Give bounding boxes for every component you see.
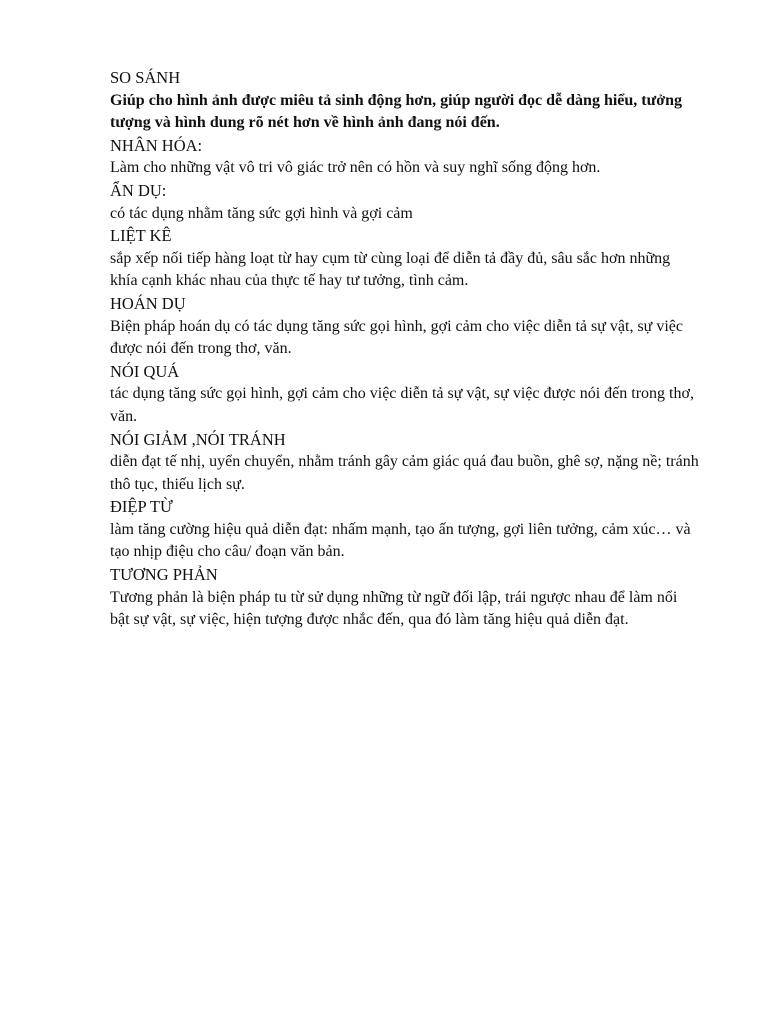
section-body: Biện pháp hoán dụ có tác dụng tăng sức gọi hình, gợi cảm cho việc diễn tả sự vật, sự việc được nói đến trong thơ, văn.: [110, 317, 683, 358]
document-page: [110, 67, 700, 632]
section-nhan-hoa: [110, 135, 700, 180]
section-heading: HOÁN DỤ: [110, 293, 186, 313]
section-noi-qua: [110, 361, 700, 429]
section-liet-ke: [110, 225, 700, 293]
section-an-du: [110, 180, 700, 225]
section-body: có tác dụng nhằm tăng sức gợi hình và gợi cảm: [110, 204, 413, 222]
section-so-sanh: [110, 67, 700, 135]
section-body: diễn đạt tế nhị, uyển chuyển, nhằm tránh gây cảm giác quá đau buồn, ghê sợ, nặng nề; tránh thô tục, thiếu lịch sự.: [110, 453, 699, 493]
section-heading: TƯƠNG PHẢN: [110, 565, 218, 585]
section-body: Tương phản là biện pháp tu từ sử dụng những từ ngữ đối lập, trái ngược nhau để làm nổi bật sự vật, sự việc, hiện tượng được nhắc đến, qua đó làm tăng hiệu quả diễn đạt.: [110, 588, 678, 629]
section-body: làm tăng cường hiệu quả diễn đạt: nhấm mạnh, tạo ấn tượng, gợi liên tưởng, cảm xúc… và tạo nhịp điệu cho câu/ đoạn văn bản.: [110, 520, 691, 561]
section-body: Giúp cho hình ảnh được miêu tả sinh động hơn, giúp người đọc dễ dàng hiểu, tưởng tượng và hình dung rõ nét hơn về hình ảnh đang nói đến.: [110, 91, 682, 132]
section-heading: LIỆT KÊ: [110, 226, 172, 246]
section-body: tác dụng tăng sức gọi hình, gợi cảm cho việc diễn tả sự vật, sự việc được nói đến trong thơ, văn.: [110, 385, 694, 425]
section-heading: SO SÁNH: [110, 68, 181, 87]
section-heading: ĐIỆP TỪ: [110, 497, 173, 517]
section-heading: NHÂN HÓA:: [110, 135, 203, 155]
section-heading: NÓI QUÁ: [110, 361, 180, 381]
section-hoan-du: [110, 293, 700, 361]
section-heading: ẨN DỤ:: [110, 180, 167, 200]
section-tuong-phan: [110, 564, 700, 632]
section-heading: NÓI GIẢM ,NÓI TRÁNH: [110, 429, 286, 449]
section-diep-tu: [110, 496, 700, 564]
section-noi-giam-noi-tranh: [110, 429, 700, 497]
section-body: sắp xếp nối tiếp hàng loạt từ hay cụm từ cùng loại để diễn tả đầy đủ, sâu sắc hơn những khía cạnh khác nhau của thực tế hay tư tưởng, tình cảm.: [110, 249, 671, 290]
section-body: Làm cho những vật vô tri vô giác trở nên có hồn và suy nghĩ sống động hơn.: [110, 159, 601, 177]
